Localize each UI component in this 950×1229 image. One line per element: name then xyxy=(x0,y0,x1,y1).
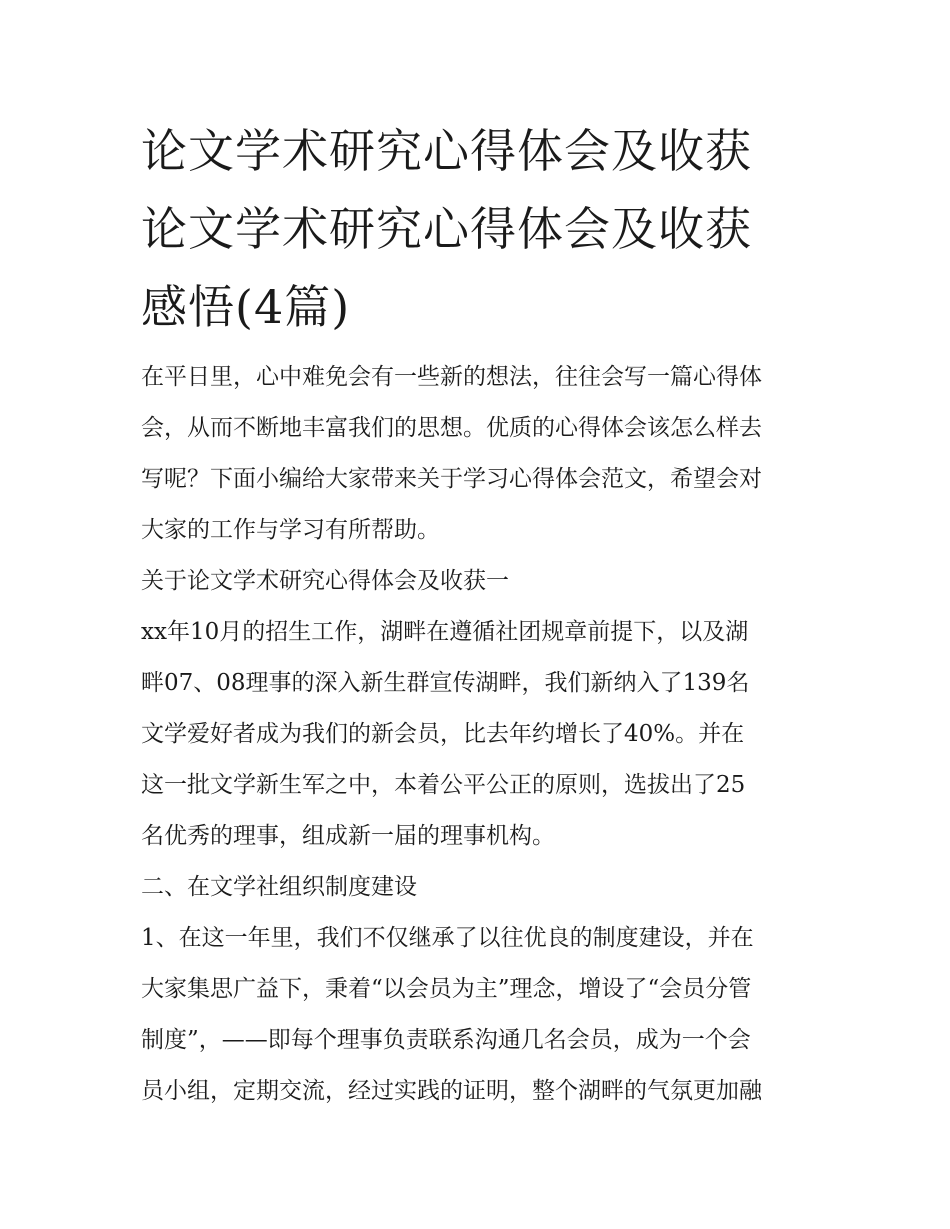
paragraph-line: 制度”，——即每个理事负责联系沟通几名会员，成为一个会 xyxy=(141,1027,751,1053)
section-heading: 关于论文学术研究心得体会及收获一 xyxy=(141,568,509,594)
title-line: 感悟(4篇) xyxy=(141,280,351,334)
document-title xyxy=(141,112,821,346)
intro-paragraph-line: 会，从而不断地丰富我们的思想。优质的心得体会该怎么样去 xyxy=(141,415,762,441)
title-line: 论文学术研究心得体会及收获 xyxy=(141,124,752,178)
paragraph-line: 畔07、08理事的深入新生群宣传湖畔，我们新纳入了139名 xyxy=(141,670,750,696)
paragraph-line: 文学爱好者成为我们的新会员，比去年约增长了40%。并在 xyxy=(141,721,745,747)
intro-paragraph-line: 在平日里，心中难免会有一些新的想法，往往会写一篇心得体 xyxy=(141,364,762,390)
paragraph-line: xx年10月的招生工作，湖畔在遵循社团规章前提下，以及湖 xyxy=(141,619,749,645)
paragraph-line: 名优秀的理事，组成新一届的理事机构。 xyxy=(141,823,555,849)
paragraph-line: 1、在这一年里，我们不仅继承了以往优良的制度建设，并在 xyxy=(141,925,754,951)
paragraph-line: 这一批文学新生军之中，本着公平公正的原则，选拔出了25 xyxy=(141,772,746,798)
paragraph-line: 大家集思广益下，秉着“以会员为主”理念，增设了“会员分管 xyxy=(141,976,752,1002)
intro-paragraph-line: 大家的工作与学习有所帮助。 xyxy=(141,517,440,543)
intro-paragraph-line: 写呢？下面小编给大家带来关于学习心得体会范文，希望会对 xyxy=(141,466,762,492)
paragraph-line: 员小组，定期交流，经过实践的证明，整个湖畔的气氛更加融 xyxy=(141,1078,762,1104)
title-line: 论文学术研究心得体会及收获 xyxy=(141,202,752,256)
document-body xyxy=(141,352,821,1117)
section-heading: 二、在文学社组织制度建设 xyxy=(141,874,417,900)
